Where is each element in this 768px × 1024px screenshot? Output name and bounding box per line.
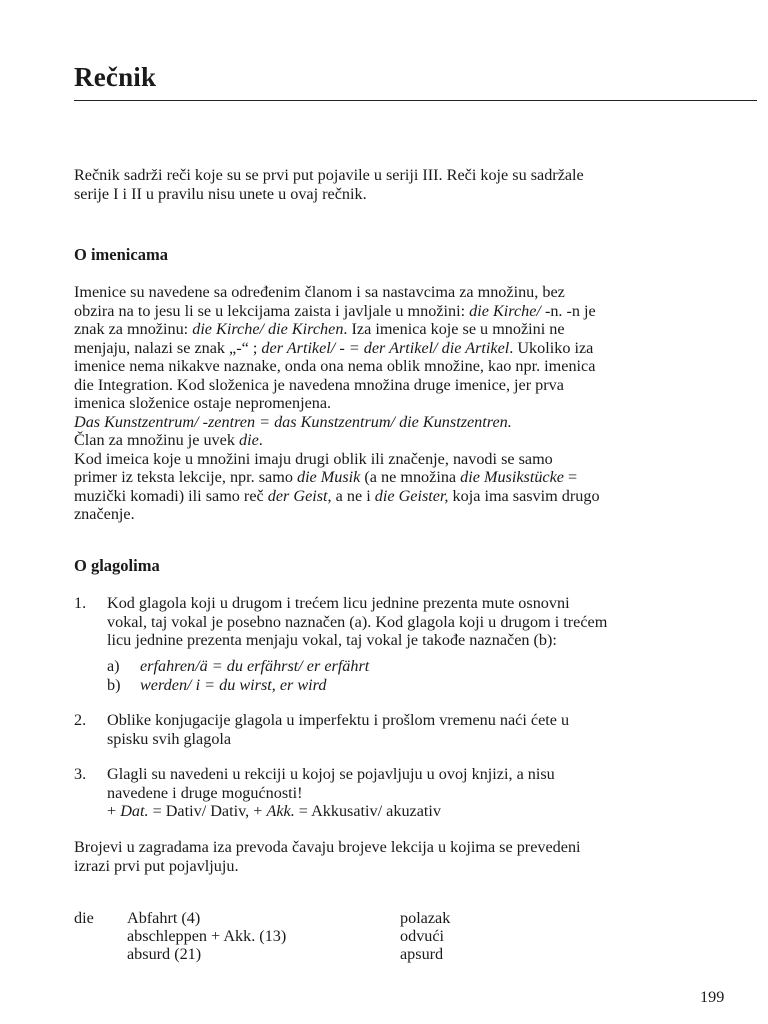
dictionary-entry bbox=[74, 945, 694, 964]
text-line: primer iz teksta lekcije, npr. samo bbox=[74, 468, 297, 486]
sub-item-example: erfahren/ä = du erfährst/ er erfährt bbox=[140, 657, 370, 675]
text-line: navedene i druge mogućnosti! bbox=[107, 783, 303, 802]
text-line: vokal, taj vokal je posebno naznačen (a). Kod glagola koji u drugom i trećem bbox=[107, 612, 608, 631]
entry-word: absurd (21) bbox=[127, 945, 202, 963]
page-number: 199 bbox=[700, 988, 725, 1006]
sub-item-example: werden/ i = du wirst, er wird bbox=[140, 676, 327, 694]
text-line: -n. -n je bbox=[540, 301, 596, 320]
example-italic: Dat. bbox=[120, 802, 149, 820]
text-line: obzira na to jesu li se u lekcijama zaista i javljale u množini: bbox=[74, 301, 470, 320]
example-italic: der Geist bbox=[267, 486, 328, 505]
example-italic: die Kirche/ die Kirchen bbox=[192, 320, 344, 338]
example-italic: der Artikel/ - = der Artikel/ die Artikel bbox=[261, 338, 510, 357]
text-line: muzički komadi) ili samo reč bbox=[74, 486, 268, 505]
example-italic: die bbox=[238, 431, 259, 449]
text-line: = Akkusativ/ akuzativ bbox=[294, 802, 441, 820]
example-italic: Das Kunstzentrum/ -zentren = das Kunstzentrum/ die Kunstzentren. bbox=[74, 412, 512, 431]
imenice-paragraph bbox=[74, 283, 734, 524]
list-item-body bbox=[107, 765, 737, 821]
list-number: 1. bbox=[74, 594, 87, 612]
text-line: = Dativ/ Dativ, + bbox=[148, 802, 267, 820]
intro-line: Rečnik sadrži reči koje su se prvi put pojavile u seriji III. Reči koje su sadržale bbox=[74, 166, 584, 184]
text-line: izrazi prvi put pojavljuju. bbox=[74, 856, 239, 875]
example-italic: die Kirche/ bbox=[469, 301, 541, 320]
title-rule bbox=[74, 100, 757, 101]
text-line: licu jednine prezenta menjaju vokal, taj vokal je takođe naznačen (b): bbox=[107, 631, 557, 649]
entry-article: die bbox=[74, 909, 94, 927]
text-line: , a ne i bbox=[327, 486, 375, 505]
dictionary-entry bbox=[74, 909, 694, 928]
text-line: imenice nema nikakve naznake, onda ona nema oblik množine, kao npr. imenica bbox=[74, 357, 596, 375]
page-title: Rečnik bbox=[74, 62, 157, 92]
text-line: Glagli su navedeni u rekciji u kojoj se pojavljuju u ovoj knjizi, a nisu bbox=[107, 765, 555, 783]
entry-translation: apsurd bbox=[400, 945, 444, 963]
list-item-body bbox=[107, 711, 737, 748]
text-line: menjaju, nalazi se znak „-“ ; bbox=[74, 338, 262, 357]
list-number: 3. bbox=[74, 765, 87, 783]
text-line: . Iza imenica koje se u množini ne bbox=[343, 320, 565, 338]
text-line: die Integration. Kod složenica je navedena množina druge imenice, jer prva bbox=[74, 375, 564, 394]
sub-item-label: a) bbox=[107, 657, 120, 675]
text-line: Kod glagola koji u drugom i trećem licu jednine prezenta mute osnovni bbox=[107, 594, 570, 612]
text-line: Član za množinu je uvek bbox=[74, 431, 239, 449]
intro-line: serije I i II u pravilu nisu unete u ovaj rečnik. bbox=[74, 184, 367, 203]
example-italic: die Musikstücke bbox=[460, 468, 564, 486]
entry-word: Abfahrt (4) bbox=[127, 909, 201, 927]
text-line: + bbox=[107, 802, 121, 820]
dictionary-entry bbox=[74, 927, 694, 946]
numbers-paragraph bbox=[74, 838, 734, 875]
sub-item-label: b) bbox=[107, 676, 121, 694]
text-line: spisku svih glagola bbox=[107, 729, 232, 748]
text-line: značenje. bbox=[74, 505, 135, 523]
text-line: . bbox=[258, 431, 263, 449]
entry-word: abschleppen + Akk. (13) bbox=[127, 927, 287, 945]
list-number: 2. bbox=[74, 711, 87, 729]
text-line: (a ne množina bbox=[360, 468, 461, 486]
example-italic: die Musik bbox=[296, 468, 361, 486]
example-italic: die Geister, bbox=[374, 486, 449, 505]
text-line: Imenice su navedene sa određenim članom i sa nastavcima za množinu, bez bbox=[74, 283, 565, 301]
intro-paragraph bbox=[74, 166, 734, 203]
text-line: . Ukoliko iza bbox=[509, 338, 594, 357]
text-line: Oblike konjugacije glagola u imperfektu i prošlom vremenu naći ćete u bbox=[107, 711, 570, 729]
section-heading-glagoli: O glagolima bbox=[74, 556, 160, 575]
entry-translation: odvući bbox=[400, 927, 445, 945]
entry-translation: polazak bbox=[400, 909, 451, 927]
example-italic: Akk. bbox=[266, 802, 295, 820]
text-line: = bbox=[563, 468, 578, 486]
list-item-body bbox=[107, 594, 737, 650]
text-line: Brojevi u zagradama iza prevoda čavaju brojeve lekcija u kojima se prevedeni bbox=[74, 838, 581, 856]
text-line: imenica složenice ostaje nepromenjena. bbox=[74, 394, 332, 412]
text-line: koja ima sasvim drugo bbox=[448, 486, 600, 505]
text-line: Kod imeica koje u množini imaju drugi oblik ili značenje, navodi se samo bbox=[74, 449, 553, 468]
text-line: znak za množinu: bbox=[74, 320, 193, 338]
section-heading-imenice: O imenicama bbox=[74, 245, 168, 264]
